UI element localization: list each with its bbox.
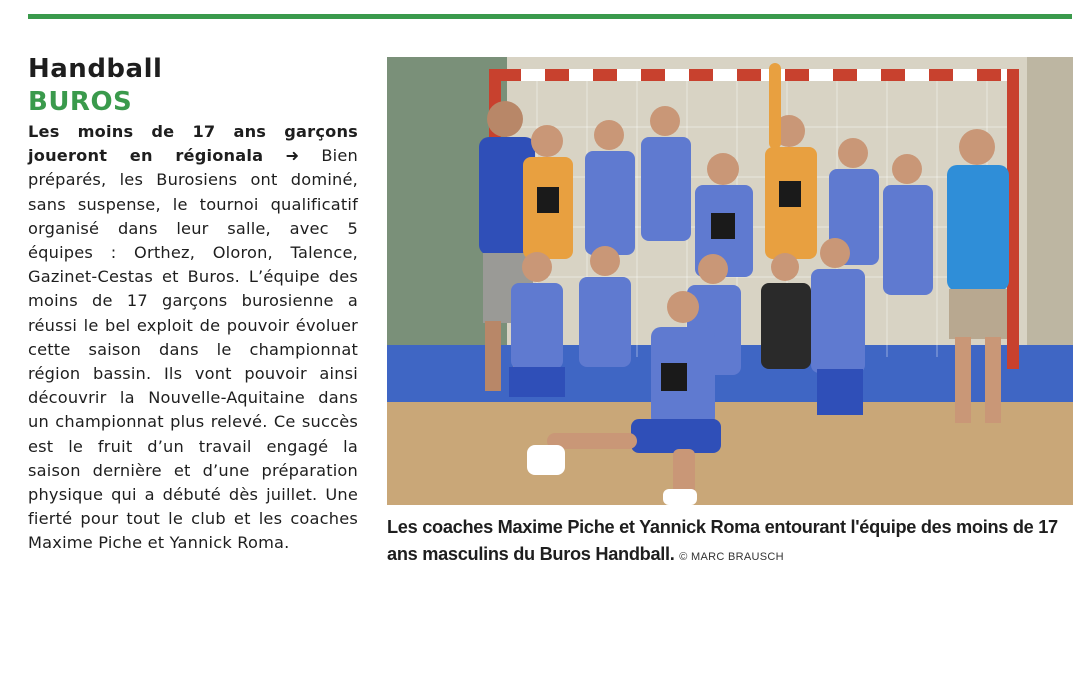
team-photo-illustration: [387, 57, 1073, 505]
top-green-rule: [28, 14, 1072, 19]
town-title: BUROS: [28, 87, 133, 117]
section-title: Handball: [28, 54, 163, 84]
caption-text: Les coaches Maxime Piche et Yannick Roma entourant l'équipe des moins de 17 ans masculins du Buros Handball.: [387, 517, 1058, 564]
team-photo: [387, 57, 1073, 505]
photo-credit: © MARC BRAUSCH: [679, 551, 784, 563]
article-body: [28, 120, 358, 556]
article-lead: Les moins de 17 ans garçons joueront en régionala: [28, 122, 358, 166]
arrow-icon: ➜: [285, 146, 300, 166]
photo-caption: [387, 514, 1077, 571]
article-text: Bien préparés, les Burosiens ont dominé, sans suspense, le tournoi qualificatif organisé dans leur salle, avec 5 équipes : Orthez, Oloron, Talence, Gazinet-Cestas et Buros. L’équipe des moins de 17 garçons burosienne a réussi le bel exploit de pouvoir évoluer cette saison dans le championnat région bassin. Ils vont pouvoir ainsi découvrir la Nouvelle-Aquitaine dans un championnat plus relevé. Ce succès est le fruit d’un travail engagé la saison dernière et d’une préparation physique qui a débuté dès juillet. Une fierté pour tout le club et les coaches Maxime Piche et Yannick Roma.: [28, 146, 358, 553]
article-column: [28, 52, 358, 556]
